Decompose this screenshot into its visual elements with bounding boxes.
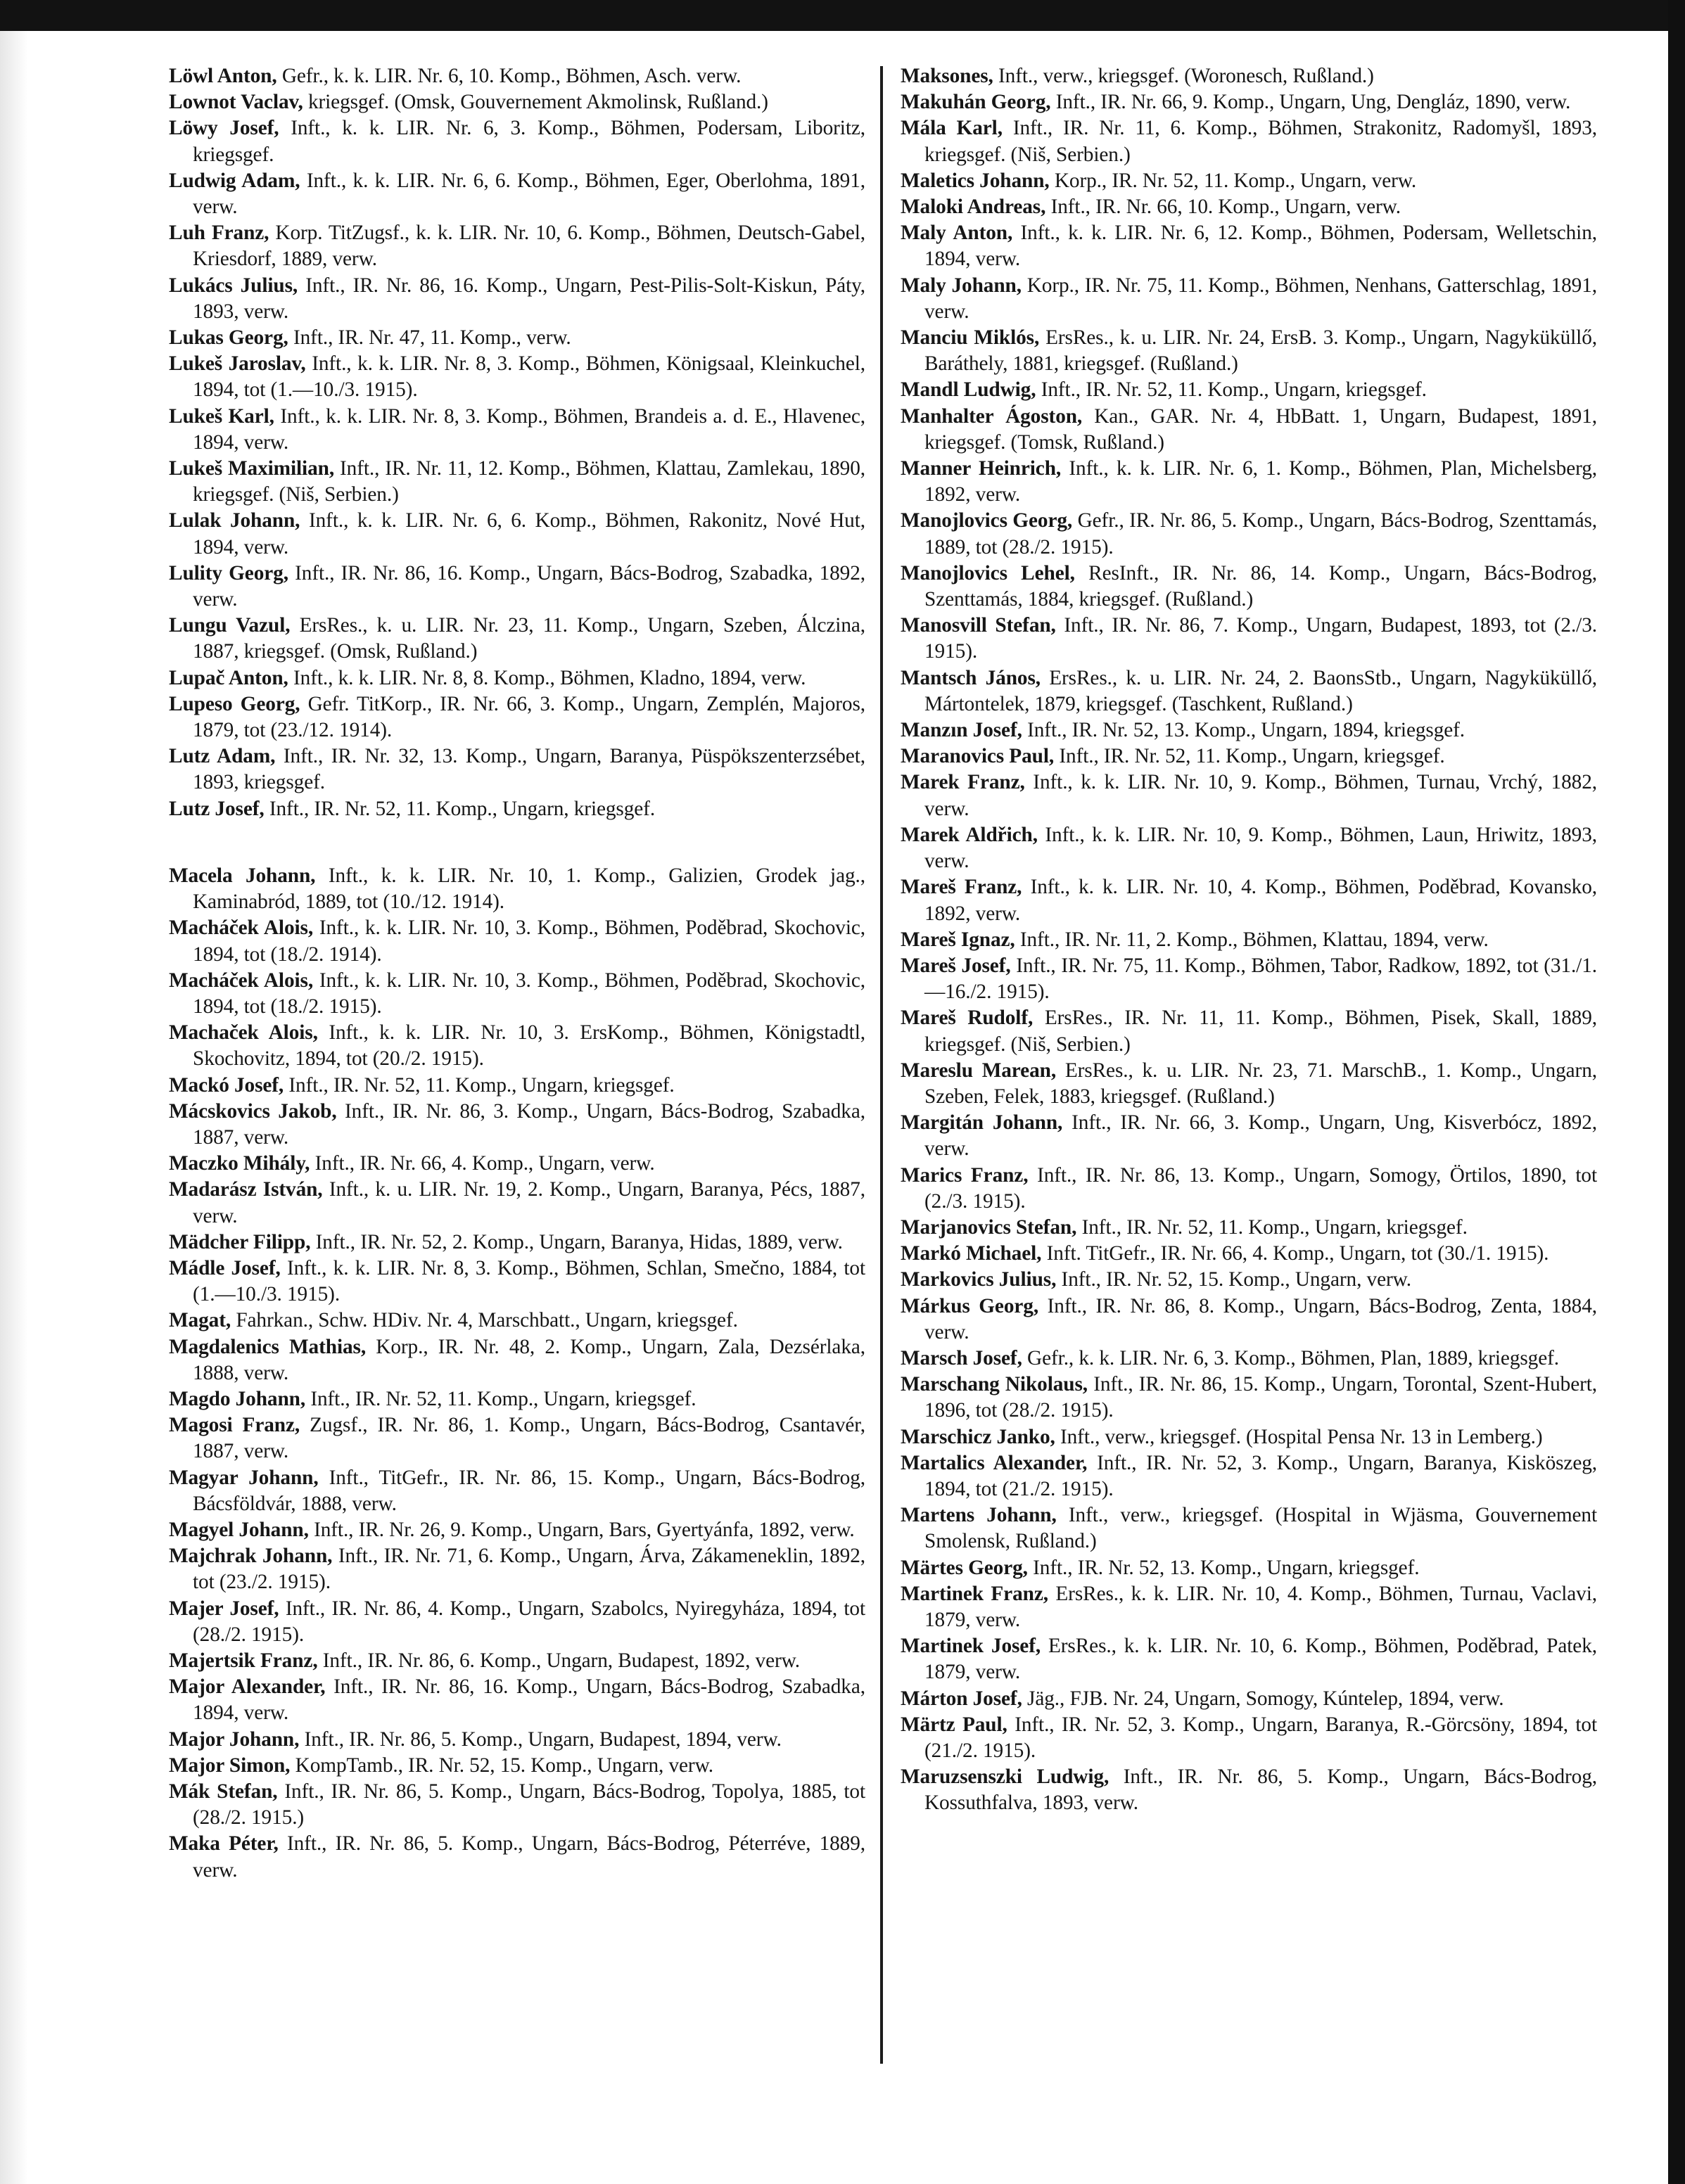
entry-name: Martinek Josef, xyxy=(901,1635,1041,1658)
entry-details: Inft., TitGefr., IR. Nr. 86, 15. Komp., Ungarn, Bács-Bodrog, Bácsföldvár, 1888, verw. xyxy=(193,1466,865,1515)
list-entry xyxy=(169,968,865,1020)
entry-name: Manciu Miklós, xyxy=(901,326,1040,350)
entry-details: Inft., k. k. LIR. Nr. 6, 3. Komp., Böhmen, Podersam, Liboritz, kriegsgef. xyxy=(193,117,865,166)
entry-name: Mareš Franz, xyxy=(901,876,1022,899)
entry-details: Inft., IR. Nr. 86, 4. Komp., Ungarn, Szabolcs, Nyiregyháza, 1894, tot (28./2. 1915). xyxy=(193,1597,865,1646)
entry-details: Inft., k. k. LIR. Nr. 8, 3. Komp., Böhmen, Königsaal, Kleinkuchel, 1894, tot (1.—10./3. 1915). xyxy=(193,352,866,402)
entry-details: Inft., IR. Nr. 52, 2. Komp., Ungarn, Baranya, Hidas, 1889, verw. xyxy=(315,1230,843,1253)
entry-details: Inft., IR. Nr. 11, 2. Komp., Böhmen, Klattau, 1894, verw. xyxy=(1019,928,1489,951)
entry-details: Inft., k. k. LIR. Nr. 10, 1. Komp., Galizien, Grodek jag., Kaminabród, 1889, tot (10./12. 1914). xyxy=(193,864,865,914)
list-entry xyxy=(901,1555,1597,1581)
list-entry xyxy=(901,1005,1597,1057)
entry-name: Marics Franz, xyxy=(901,1163,1029,1187)
right-entries xyxy=(901,63,1597,1817)
entry-name: Machaček Alois, xyxy=(169,1021,318,1045)
entry-details: Inft., IR. Nr. 66, 9. Komp., Ungarn, Ung, Dengláz, 1890, verw. xyxy=(1055,91,1571,114)
entry-details: Inft., IR. Nr. 52, 3. Komp., Ungarn, Baranya, R.-Görcsöny, 1894, tot (21./2. 1915). xyxy=(924,1713,1597,1762)
entry-details: ErsRes., k. k. LIR. Nr. 10, 6. Komp., Böhmen, Poděbrad, Patek, 1879, verw. xyxy=(924,1635,1597,1684)
list-entry xyxy=(169,1020,865,1072)
list-entry xyxy=(901,1502,1597,1554)
list-entry xyxy=(901,63,1597,89)
scan-right-border xyxy=(1668,0,1685,2184)
entry-details: Inft., IR. Nr. 71, 6. Komp., Ungarn, Árva, Zákameneklin, 1892, tot (23./2. 1915). xyxy=(193,1545,865,1594)
list-entry xyxy=(901,665,1597,717)
entry-name: Magdalenics Mathias, xyxy=(169,1335,367,1358)
left-column xyxy=(169,63,865,1884)
entry-details: ErsRes., k. u. LIR. Nr. 23, 71. MarschB., 1. Komp., Ungarn, Szeben, Felek, 1883, kriegsgef. (Rußland.) xyxy=(924,1059,1597,1108)
list-entry xyxy=(169,351,865,403)
entry-name: Luh Franz, xyxy=(169,222,269,245)
list-entry xyxy=(169,613,865,665)
entry-name: Majer Josef, xyxy=(169,1597,279,1620)
entry-details: Inft., IR. Nr. 66, 10. Komp., Ungarn, verw. xyxy=(1050,196,1401,219)
entry-name: Maletics Johann, xyxy=(901,169,1050,192)
entry-name: Macela Johann, xyxy=(169,864,316,887)
entry-details: Inft., IR. Nr. 11, 12. Komp., Böhmen, Klattau, Zamlekau, 1890, kriegsgef. (Niš, Serbien.) xyxy=(193,457,865,506)
list-entry xyxy=(901,194,1597,220)
entry-name: Lukeš Karl, xyxy=(169,404,274,428)
entry-details: Inft., IR. Nr. 86, 5. Komp., Ungarn, Bács-Bodrog, Topolya, 1885, tot (28./2. 1915.) xyxy=(193,1780,865,1829)
entry-details: Inft., IR. Nr. 86, 16. Komp., Ungarn, Bács-Bodrog, Szabadka, 1892, verw. xyxy=(193,561,865,611)
entry-details: Inft., k. k. LIR. Nr. 6, 12. Komp., Böhmen, Podersam, Welletschin, 1894, verw. xyxy=(924,222,1597,271)
entry-name: Mareš Rudolf, xyxy=(901,1007,1034,1030)
entry-name: Magyar Johann, xyxy=(169,1466,319,1489)
scan-left-margin-shade xyxy=(0,0,28,2184)
entry-name: Maly Anton, xyxy=(901,222,1013,245)
list-entry xyxy=(169,1099,865,1151)
entry-details: Inft., k. k. LIR. Nr. 8, 3. Komp., Böhmen, Schlan, Smečno, 1884, tot (1.—10./3. 1915). xyxy=(193,1256,865,1306)
list-entry xyxy=(901,822,1597,874)
list-entry xyxy=(901,1581,1597,1633)
list-entry xyxy=(901,717,1597,743)
entry-details: Inft., IR. Nr. 52, 11. Komp., Ungarn, kriegsgef. xyxy=(269,797,656,820)
entry-details: Inft., k. k. LIR. Nr. 10, 3. Komp., Böhmen, Poděbrad, Skochovic, 1894, tot (18./2. 1914). xyxy=(193,917,865,966)
entry-name: Mackó Josef, xyxy=(169,1073,284,1097)
list-entry xyxy=(901,325,1597,377)
list-entry xyxy=(169,1596,865,1648)
entry-name: Madarász István, xyxy=(169,1178,323,1201)
entry-details: Inft., IR. Nr. 52, 11. Komp., Ungarn, kriegsgef. xyxy=(310,1387,697,1410)
list-entry xyxy=(169,1465,865,1517)
entry-name: Márkus Georg, xyxy=(901,1294,1039,1317)
list-entry xyxy=(169,1517,865,1543)
list-entry xyxy=(901,1346,1597,1372)
list-entry xyxy=(901,456,1597,508)
list-entry xyxy=(901,1633,1597,1685)
casualty-list-page xyxy=(169,63,1611,2075)
entry-name: Manner Heinrich, xyxy=(901,457,1062,480)
list-entry xyxy=(901,561,1597,613)
entry-name: Mantsch János, xyxy=(901,666,1041,689)
entry-details: Inft., k. k. LIR. Nr. 6, 6. Komp., Böhmen, Eger, Oberlohma, 1891, verw. xyxy=(193,169,865,219)
entry-name: Mák Stefan, xyxy=(169,1780,278,1803)
list-entry xyxy=(169,1831,865,1883)
entry-details: Korp., IR. Nr. 52, 11. Komp., Ungarn, verw. xyxy=(1054,169,1417,192)
list-entry xyxy=(901,1712,1597,1764)
entry-details: Kan., GAR. Nr. 4, HbBatt. 1, Ungarn, Budapest, 1891, kriegsgef. (Tomsk, Rußland.) xyxy=(924,404,1597,454)
entry-details: Gefr., k. k. LIR. Nr. 6, 3. Komp., Böhmen, Plan, 1889, kriegsgef. xyxy=(1027,1346,1559,1369)
entry-name: Macháček Alois, xyxy=(169,969,314,992)
entry-name: Manzın Josef, xyxy=(901,719,1022,742)
list-entry xyxy=(169,168,865,220)
list-entry xyxy=(901,1686,1597,1712)
entry-details: Inft., k. k. LIR. Nr. 10, 3. Komp., Böhmen, Poděbrad, Skochovic, 1894, tot (18./2. 1915). xyxy=(193,969,865,1018)
entry-name: Mareslu Marean, xyxy=(901,1059,1057,1082)
entry-name: Major Simon, xyxy=(169,1754,291,1777)
entry-details: Korp., IR. Nr. 48, 2. Komp., Ungarn, Zala, Dezsérlaka, 1888, verw. xyxy=(193,1335,865,1384)
entry-details: Inft., k. k. LIR. Nr. 10, 3. ErsKomp., Böhmen, Königstadtl, Skochovitz, 1894, tot (20./2. 1915). xyxy=(193,1021,865,1071)
entry-details: Inft. TitGefr., IR. Nr. 66, 4. Komp., Ungarn, tot (30./1. 1915). xyxy=(1046,1242,1549,1265)
entry-name: Markó Michael, xyxy=(901,1242,1042,1265)
list-entry xyxy=(169,796,865,822)
entry-details: Inft., IR. Nr. 52, 11. Komp., Ungarn, kriegsgef. xyxy=(1059,745,1445,768)
entry-details: Inft., IR. Nr. 52, 15. Komp., Ungarn, verw. xyxy=(1061,1268,1412,1291)
entry-details: Korp. TitZugsf., k. k. LIR. Nr. 10, 6. Komp., Böhmen, Deutsch-Gabel, Kriesdorf, 1889, verw. xyxy=(193,222,866,271)
list-entry xyxy=(169,325,865,351)
entry-details: Inft., IR. Nr. 86, 6. Komp., Ungarn, Budapest, 1892, verw. xyxy=(322,1649,801,1672)
list-entry xyxy=(169,863,865,915)
entry-details: ErsRes., IR. Nr. 11, 11. Komp., Böhmen, Pisek, Skall, 1889, kriegsgef. (Niš, Serbien.) xyxy=(924,1007,1597,1056)
list-entry xyxy=(169,561,865,613)
entry-name: Magat, xyxy=(169,1309,231,1332)
entry-name: Lutz Adam, xyxy=(169,745,276,768)
entry-details: Inft., k. k. LIR. Nr. 6, 6. Komp., Böhmen, Rakonitz, Nové Hut, 1894, verw. xyxy=(193,509,865,558)
entry-name: Mareš Josef, xyxy=(901,954,1011,977)
entry-name: Majchrak Johann, xyxy=(169,1545,333,1568)
list-entry xyxy=(169,1386,865,1412)
entry-details: Inft., IR. Nr. 52, 13. Komp., Ungarn, 1894, kriegsgef. xyxy=(1027,719,1465,742)
entry-name: Manhalter Ágoston, xyxy=(901,404,1083,428)
entry-name: Martens Johann, xyxy=(901,1504,1057,1527)
entry-details: KompTamb., IR. Nr. 52, 15. Komp., Ungarn, verw. xyxy=(295,1754,713,1777)
entry-name: Lukeš Jaroslav, xyxy=(169,352,306,376)
entry-details: Inft., k. u. LIR. Nr. 19, 2. Komp., Ungarn, Baranya, Pécs, 1887, verw. xyxy=(193,1178,865,1227)
entry-name: Mádle Josef, xyxy=(169,1256,281,1279)
entry-details: Fahrkan., Schw. HDiv. Nr. 4, Marschbatt., Ungarn, kriegsgef. xyxy=(236,1309,738,1332)
entry-name: Ludwig Adam, xyxy=(169,169,300,192)
entry-name: Martalics Alexander, xyxy=(901,1451,1088,1474)
list-entry xyxy=(901,1294,1597,1346)
entry-details: Korp., IR. Nr. 75, 11. Komp., Böhmen, Nenhans, Gatterschlag, 1891, verw. xyxy=(924,274,1597,323)
entry-details: Inft., IR. Nr. 26, 9. Komp., Ungarn, Bars, Gyertyánfa, 1892, verw. xyxy=(314,1518,855,1541)
list-entry xyxy=(901,769,1597,822)
entry-name: Markovics Julius, xyxy=(901,1268,1057,1291)
entry-name: Lownot Vaclav, xyxy=(169,91,303,114)
entry-details: Inft., IR. Nr. 66, 3. Komp., Ungarn, Ung, Kisverbócz, 1892, verw. xyxy=(924,1111,1597,1161)
entry-name: Lukeš Maximilian, xyxy=(169,457,335,480)
entry-details: ResInft., IR. Nr. 86, 14. Komp., Ungarn, Bács-Bodrog, Szenttamás, 1884, kriegsgef. (Rußland.) xyxy=(924,561,1597,611)
list-entry xyxy=(901,927,1597,953)
entry-name: Lulity Georg, xyxy=(169,561,288,585)
entry-name: Maloki Andreas, xyxy=(901,196,1046,219)
list-entry xyxy=(169,456,865,508)
entry-details: Zugsf., IR. Nr. 86, 1. Komp., Ungarn, Bács-Bodrog, Csantavér, 1887, verw. xyxy=(193,1414,865,1463)
entry-name: Lupač Anton, xyxy=(169,666,288,689)
entry-name: Martinek Franz, xyxy=(901,1582,1048,1605)
entry-details: Inft., k. k. LIR. Nr. 6, 1. Komp., Böhmen, Plan, Michelsberg, 1892, verw. xyxy=(924,457,1597,506)
list-entry xyxy=(901,874,1597,926)
entry-details: Inft., IR. Nr. 66, 4. Komp., Ungarn, verw. xyxy=(314,1152,655,1175)
entry-details: Inft., verw., kriegsgef. (Hospital Pensa Nr. 13 in Lemberg.) xyxy=(1060,1425,1543,1448)
list-entry xyxy=(901,1267,1597,1293)
list-entry xyxy=(901,1163,1597,1215)
entry-name: Maranovics Paul, xyxy=(901,745,1055,768)
entry-details: Inft., IR. Nr. 86, 5. Komp., Ungarn, Bács-Bodrog, Péterréve, 1889, verw. xyxy=(193,1832,866,1882)
entry-name: Marschang Nikolaus, xyxy=(901,1373,1088,1396)
entry-name: Márton Josef, xyxy=(901,1687,1022,1710)
entry-name: Major Johann, xyxy=(169,1728,300,1751)
list-entry xyxy=(901,404,1597,456)
left-entries-l-surnames xyxy=(169,63,865,822)
entry-name: Löwy Josef, xyxy=(169,117,279,140)
entry-name: Marsch Josef, xyxy=(901,1346,1022,1369)
entry-name: Manosvill Stefan, xyxy=(901,614,1056,637)
entry-name: Märtz Paul, xyxy=(901,1713,1007,1736)
entry-name: Magyel Johann, xyxy=(169,1518,309,1541)
entry-details: Inft., k. k. LIR. Nr. 10, 4. Komp., Böhmen, Poděbrad, Kovansko, 1892, verw. xyxy=(924,876,1597,925)
entry-name: Mädcher Filipp, xyxy=(169,1230,311,1253)
entry-name: Macháček Alois, xyxy=(169,917,314,940)
entry-details: Inft., IR. Nr. 86, 8. Komp., Ungarn, Bács-Bodrog, Zenta, 1884, verw. xyxy=(924,1294,1597,1343)
list-entry xyxy=(169,1543,865,1595)
entry-name: Mandl Ludwig, xyxy=(901,378,1036,402)
entry-details: Inft., IR. Nr. 75, 11. Komp., Böhmen, Tabor, Radkow, 1892, tot (31./1.—16./2. 1915). xyxy=(924,954,1597,1004)
entry-name: Lutz Josef, xyxy=(169,797,265,820)
entry-details: Inft., IR. Nr. 52, 11. Komp., Ungarn, kriegsgef. xyxy=(1041,378,1427,402)
entry-name: Magosi Franz, xyxy=(169,1414,300,1437)
list-entry xyxy=(169,1308,865,1334)
entry-name: Major Alexander, xyxy=(169,1675,326,1699)
list-entry xyxy=(901,89,1597,115)
entry-name: Mála Karl, xyxy=(901,117,1003,140)
entry-details: Inft., IR. Nr. 86, 16. Komp., Ungarn, Pest-Pilis-Solt-Kiskun, Páty, 1893, verw. xyxy=(193,274,865,323)
entry-name: Maly Johann, xyxy=(901,274,1022,297)
list-entry xyxy=(901,1110,1597,1162)
entry-details: Inft., IR. Nr. 52, 3. Komp., Ungarn, Baranya, Kisköszeg, 1894, tot (21./2. 1915). xyxy=(924,1451,1597,1500)
entry-details: ErsRes., k. u. LIR. Nr. 24, ErsB. 3. Komp., Ungarn, Nagyküküllő, Baráthely, 1881, kriegsgef. (Rußland.) xyxy=(924,326,1597,376)
list-entry xyxy=(901,1058,1597,1110)
list-entry xyxy=(169,89,865,115)
entry-details: Inft., IR. Nr. 52, 11. Komp., Ungarn, kriegsgef. xyxy=(288,1073,675,1097)
list-entry xyxy=(169,1151,865,1177)
entry-name: Maczko Mihály, xyxy=(169,1152,310,1175)
entry-name: Marek Franz, xyxy=(901,771,1025,794)
entry-details: Inft., IR. Nr. 86, 5. Komp., Ungarn, Budapest, 1894, verw. xyxy=(304,1728,782,1751)
entry-details: Inft., IR. Nr. 86, 16. Komp., Ungarn, Bács-Bodrog, Szabadka, 1894, verw. xyxy=(193,1675,865,1725)
entry-details: Gefr., k. k. LIR. Nr. 6, 10. Komp., Böhmen, Asch. verw. xyxy=(281,65,742,87)
list-entry xyxy=(901,377,1597,403)
list-entry xyxy=(169,1648,865,1674)
entry-name: Löwl Anton, xyxy=(169,65,277,87)
list-entry xyxy=(901,953,1597,1005)
entry-name: Marschicz Janko, xyxy=(901,1425,1055,1448)
entry-name: Makuhán Georg, xyxy=(901,91,1051,114)
list-entry xyxy=(169,1073,865,1099)
entry-name: Magdo Johann, xyxy=(169,1387,306,1410)
list-entry xyxy=(169,273,865,325)
entry-name: Lupeso Georg, xyxy=(169,692,300,715)
list-entry xyxy=(169,63,865,89)
entry-name: Majertsik Franz, xyxy=(169,1649,318,1672)
entry-name: Maruzsenszki Ludwig, xyxy=(901,1765,1109,1789)
list-entry xyxy=(901,743,1597,769)
entry-details: Gefr., IR. Nr. 86, 5. Komp., Ungarn, Bács-Bodrog, Szenttamás, 1889, tot (28./2. 1915). xyxy=(924,509,1598,558)
list-entry xyxy=(901,115,1597,167)
entry-details: Inft., IR. Nr. 47, 11. Komp., verw. xyxy=(293,326,571,350)
list-entry xyxy=(901,168,1597,194)
entry-details: Jäg., FJB. Nr. 24, Ungarn, Somogy, Kúntelep, 1894, verw. xyxy=(1027,1687,1504,1710)
left-entries-m-surnames xyxy=(169,863,865,1884)
list-entry xyxy=(901,1215,1597,1241)
entry-name: Märtes Georg, xyxy=(901,1556,1028,1579)
list-entry xyxy=(901,1241,1597,1267)
entry-name: Mareš Ignaz, xyxy=(901,928,1015,951)
list-entry xyxy=(901,1372,1597,1424)
list-entry xyxy=(901,273,1597,325)
entry-name: Marek Aldřich, xyxy=(901,823,1038,846)
list-entry xyxy=(169,665,865,691)
entry-details: kriegsgef. (Omsk, Gouvernement Akmolinsk, Rußland.) xyxy=(307,91,768,114)
entry-name: Manojlovics Georg, xyxy=(901,509,1073,532)
list-entry xyxy=(169,115,865,167)
list-entry xyxy=(169,1674,865,1726)
list-entry xyxy=(169,220,865,272)
entry-details: Gefr. TitKorp., IR. Nr. 66, 3. Komp., Ungarn, Zemplén, Majoros, 1879, tot (23./12. 1914). xyxy=(193,692,866,742)
entry-details: Inft., verw., kriegsgef. (Hospital in Wjäsma, Gouvernement Smolensk, Rußland.) xyxy=(924,1504,1598,1553)
entry-details: Inft., k. k. LIR. Nr. 10, 9. Komp., Böhmen, Turnau, Vrchý, 1882, verw. xyxy=(924,771,1597,820)
entry-name: Lukas Georg, xyxy=(169,326,288,350)
list-entry xyxy=(169,691,865,743)
entry-details: Inft., verw., kriegsgef. (Woronesch, Rußland.) xyxy=(998,65,1374,87)
list-entry xyxy=(169,1727,865,1753)
list-entry xyxy=(169,508,865,560)
entry-details: Inft., IR. Nr. 86, 7. Komp., Ungarn, Budapest, 1893, tot (2./3. 1915). xyxy=(924,614,1597,663)
entry-details: Inft., IR. Nr. 86, 3. Komp., Ungarn, Bács-Bodrog, Szabadka, 1887, verw. xyxy=(193,1099,865,1149)
list-entry xyxy=(901,1424,1597,1450)
list-entry xyxy=(169,1256,865,1308)
entry-details: Inft., IR. Nr. 52, 11. Komp., Ungarn, kriegsgef. xyxy=(1081,1215,1468,1239)
entry-details: Inft., IR. Nr. 86, 5. Komp., Ungarn, Bács-Bodrog, Kossuthfalva, 1893, verw. xyxy=(924,1765,1597,1815)
entry-name: Marjanovics Stefan, xyxy=(901,1215,1077,1239)
list-entry xyxy=(901,508,1597,560)
entry-details: Inft., IR. Nr. 11, 6. Komp., Böhmen, Strakonitz, Radomyšl, 1893, kriegsgef. (Niš, Serbien.) xyxy=(924,117,1597,166)
list-entry xyxy=(169,1177,865,1229)
list-entry xyxy=(169,1334,865,1386)
entry-name: Manojlovics Lehel, xyxy=(901,561,1075,585)
entry-details: ErsRes., k. u. LIR. Nr. 24, 2. BaonsStb., Ungarn, Nagyküküllő, Mártontelek, 1879, kriegsgef. (Taschkent, Rußland.) xyxy=(924,666,1597,715)
list-entry xyxy=(169,1412,865,1464)
list-entry xyxy=(169,1230,865,1256)
list-entry xyxy=(169,404,865,456)
list-entry xyxy=(169,1779,865,1831)
entry-name: Lukács Julius, xyxy=(169,274,298,297)
section-break xyxy=(169,822,865,863)
list-entry xyxy=(169,1753,865,1779)
entry-details: Inft., IR. Nr. 86, 13. Komp., Ungarn, Somogy, Örtilos, 1890, tot (2./3. 1915). xyxy=(924,1163,1597,1213)
list-entry xyxy=(901,220,1597,272)
entry-name: Lungu Vazul, xyxy=(169,614,291,637)
entry-details: Inft., k. k. LIR. Nr. 10, 9. Komp., Böhmen, Laun, Hriwitz, 1893, verw. xyxy=(924,823,1598,873)
entry-details: Inft., IR. Nr. 52, 13. Komp., Ungarn, kriegsgef. xyxy=(1033,1556,1420,1579)
list-entry xyxy=(169,743,865,796)
entry-details: ErsRes., k. u. LIR. Nr. 23, 11. Komp., Ungarn, Szeben, Álczina, 1887, kriegsgef. (Omsk, Rußland.) xyxy=(193,614,865,663)
scan-top-border xyxy=(0,0,1685,31)
list-entry xyxy=(169,915,865,967)
entry-name: Mácskovics Jakob, xyxy=(169,1099,337,1123)
entry-name: Maka Péter, xyxy=(169,1832,279,1856)
entry-details: Inft., k. k. LIR. Nr. 8, 3. Komp., Böhmen, Brandeis a. d. E., Hlavenec, 1894, verw. xyxy=(193,404,865,454)
entry-details: Inft., k. k. LIR. Nr. 8, 8. Komp., Böhmen, Kladno, 1894, verw. xyxy=(293,666,806,689)
entry-name: Margitán Johann, xyxy=(901,1111,1063,1135)
list-entry xyxy=(901,613,1597,665)
entry-details: Inft., IR. Nr. 32, 13. Komp., Ungarn, Baranya, Püspökszenterzsébet, 1893, kriegsgef. xyxy=(193,745,865,794)
list-entry xyxy=(901,1450,1597,1502)
entry-details: ErsRes., k. k. LIR. Nr. 10, 4. Komp., Böhmen, Turnau, Vaclavi, 1879, verw. xyxy=(924,1582,1597,1631)
list-entry xyxy=(901,1764,1597,1816)
column-divider xyxy=(880,66,883,2064)
entry-details: Inft., IR. Nr. 86, 15. Komp., Ungarn, Torontal, Szent-Hubert, 1896, tot (28./2. 1915). xyxy=(924,1373,1598,1422)
entry-name: Maksones, xyxy=(901,65,993,87)
entry-name: Lulak Johann, xyxy=(169,509,300,532)
right-column xyxy=(901,63,1597,1817)
